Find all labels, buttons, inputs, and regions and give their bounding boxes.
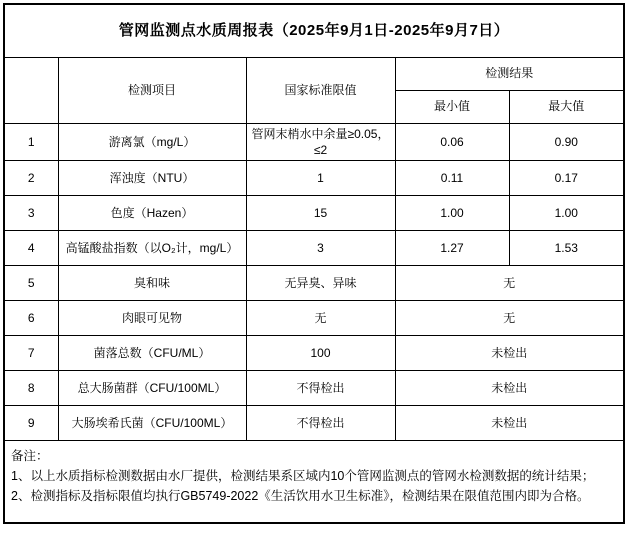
result-cell: 未检出 xyxy=(395,335,624,370)
table-row xyxy=(4,195,624,230)
table-row xyxy=(4,265,624,300)
header-item: 检测项目 xyxy=(58,57,246,123)
item-cell: 高锰酸盐指数（以O₂计，mg/L） xyxy=(58,230,246,265)
item-cell: 大肠埃希氏菌（CFU/100ML） xyxy=(58,405,246,440)
limit-cell: 100 xyxy=(246,335,395,370)
min-cell: 0.11 xyxy=(395,160,509,195)
row-number: 1 xyxy=(4,123,58,160)
row-number: 6 xyxy=(4,300,58,335)
notes-cell xyxy=(4,440,624,523)
row-number: 2 xyxy=(4,160,58,195)
row-number: 4 xyxy=(4,230,58,265)
min-cell: 1.00 xyxy=(395,195,509,230)
header-result-group: 检测结果 xyxy=(395,57,624,90)
limit-cell: 无异臭、异味 xyxy=(246,265,395,300)
table-row xyxy=(4,230,624,265)
item-cell: 臭和味 xyxy=(58,265,246,300)
item-cell: 色度（Hazen） xyxy=(58,195,246,230)
table-row xyxy=(4,160,624,195)
table-row xyxy=(4,370,624,405)
table-row xyxy=(4,335,624,370)
table-row xyxy=(4,300,624,335)
notes-line-2: 2、检测指标及指标限值均执行GB5749-2022《生活饮用水卫生标准》，检测结果在限值范围内即为合格。 xyxy=(11,489,590,504)
header-limit: 国家标准限值 xyxy=(246,57,395,123)
limit-cell: 不得检出 xyxy=(246,405,395,440)
header-min: 最小值 xyxy=(395,90,509,123)
notes-line-1: 1、以上水质指标检测数据由水厂提供，检测结果系区域内10个管网监测点的管网水检测数据的统计结果； xyxy=(11,469,595,484)
notes-row xyxy=(4,440,624,523)
limit-cell: 1 xyxy=(246,160,395,195)
row-number: 3 xyxy=(4,195,58,230)
limit-cell: 管网末梢水中余量≥0.05，≤2 xyxy=(246,123,395,160)
max-cell: 1.53 xyxy=(509,230,624,265)
result-cell: 未检出 xyxy=(395,405,624,440)
table-row xyxy=(4,405,624,440)
max-cell: 0.17 xyxy=(509,160,624,195)
row-number: 5 xyxy=(4,265,58,300)
table-row xyxy=(4,123,624,160)
notes-label: 备注： xyxy=(11,448,49,463)
limit-cell: 不得检出 xyxy=(246,370,395,405)
result-cell: 无 xyxy=(395,265,624,300)
title-row xyxy=(4,4,624,57)
result-cell: 未检出 xyxy=(395,370,624,405)
item-cell: 菌落总数（CFU/ML） xyxy=(58,335,246,370)
row-number: 7 xyxy=(4,335,58,370)
header-row-1 xyxy=(4,57,624,90)
min-cell: 0.06 xyxy=(395,123,509,160)
header-corner-cell xyxy=(4,57,58,123)
limit-cell: 无 xyxy=(246,300,395,335)
item-cell: 游离氯（mg/L） xyxy=(58,123,246,160)
item-cell: 肉眼可见物 xyxy=(58,300,246,335)
limit-cell: 15 xyxy=(246,195,395,230)
result-cell: 无 xyxy=(395,300,624,335)
page-title: 管网监测点水质周报表（2025年9月1日-2025年9月7日） xyxy=(4,4,624,57)
row-number: 9 xyxy=(4,405,58,440)
item-cell: 浑浊度（NTU） xyxy=(58,160,246,195)
max-cell: 0.90 xyxy=(509,123,624,160)
limit-cell: 3 xyxy=(246,230,395,265)
water-quality-table xyxy=(3,3,625,524)
header-max: 最大值 xyxy=(509,90,624,123)
item-cell: 总大肠菌群（CFU/100ML） xyxy=(58,370,246,405)
row-number: 8 xyxy=(4,370,58,405)
max-cell: 1.00 xyxy=(509,195,624,230)
min-cell: 1.27 xyxy=(395,230,509,265)
